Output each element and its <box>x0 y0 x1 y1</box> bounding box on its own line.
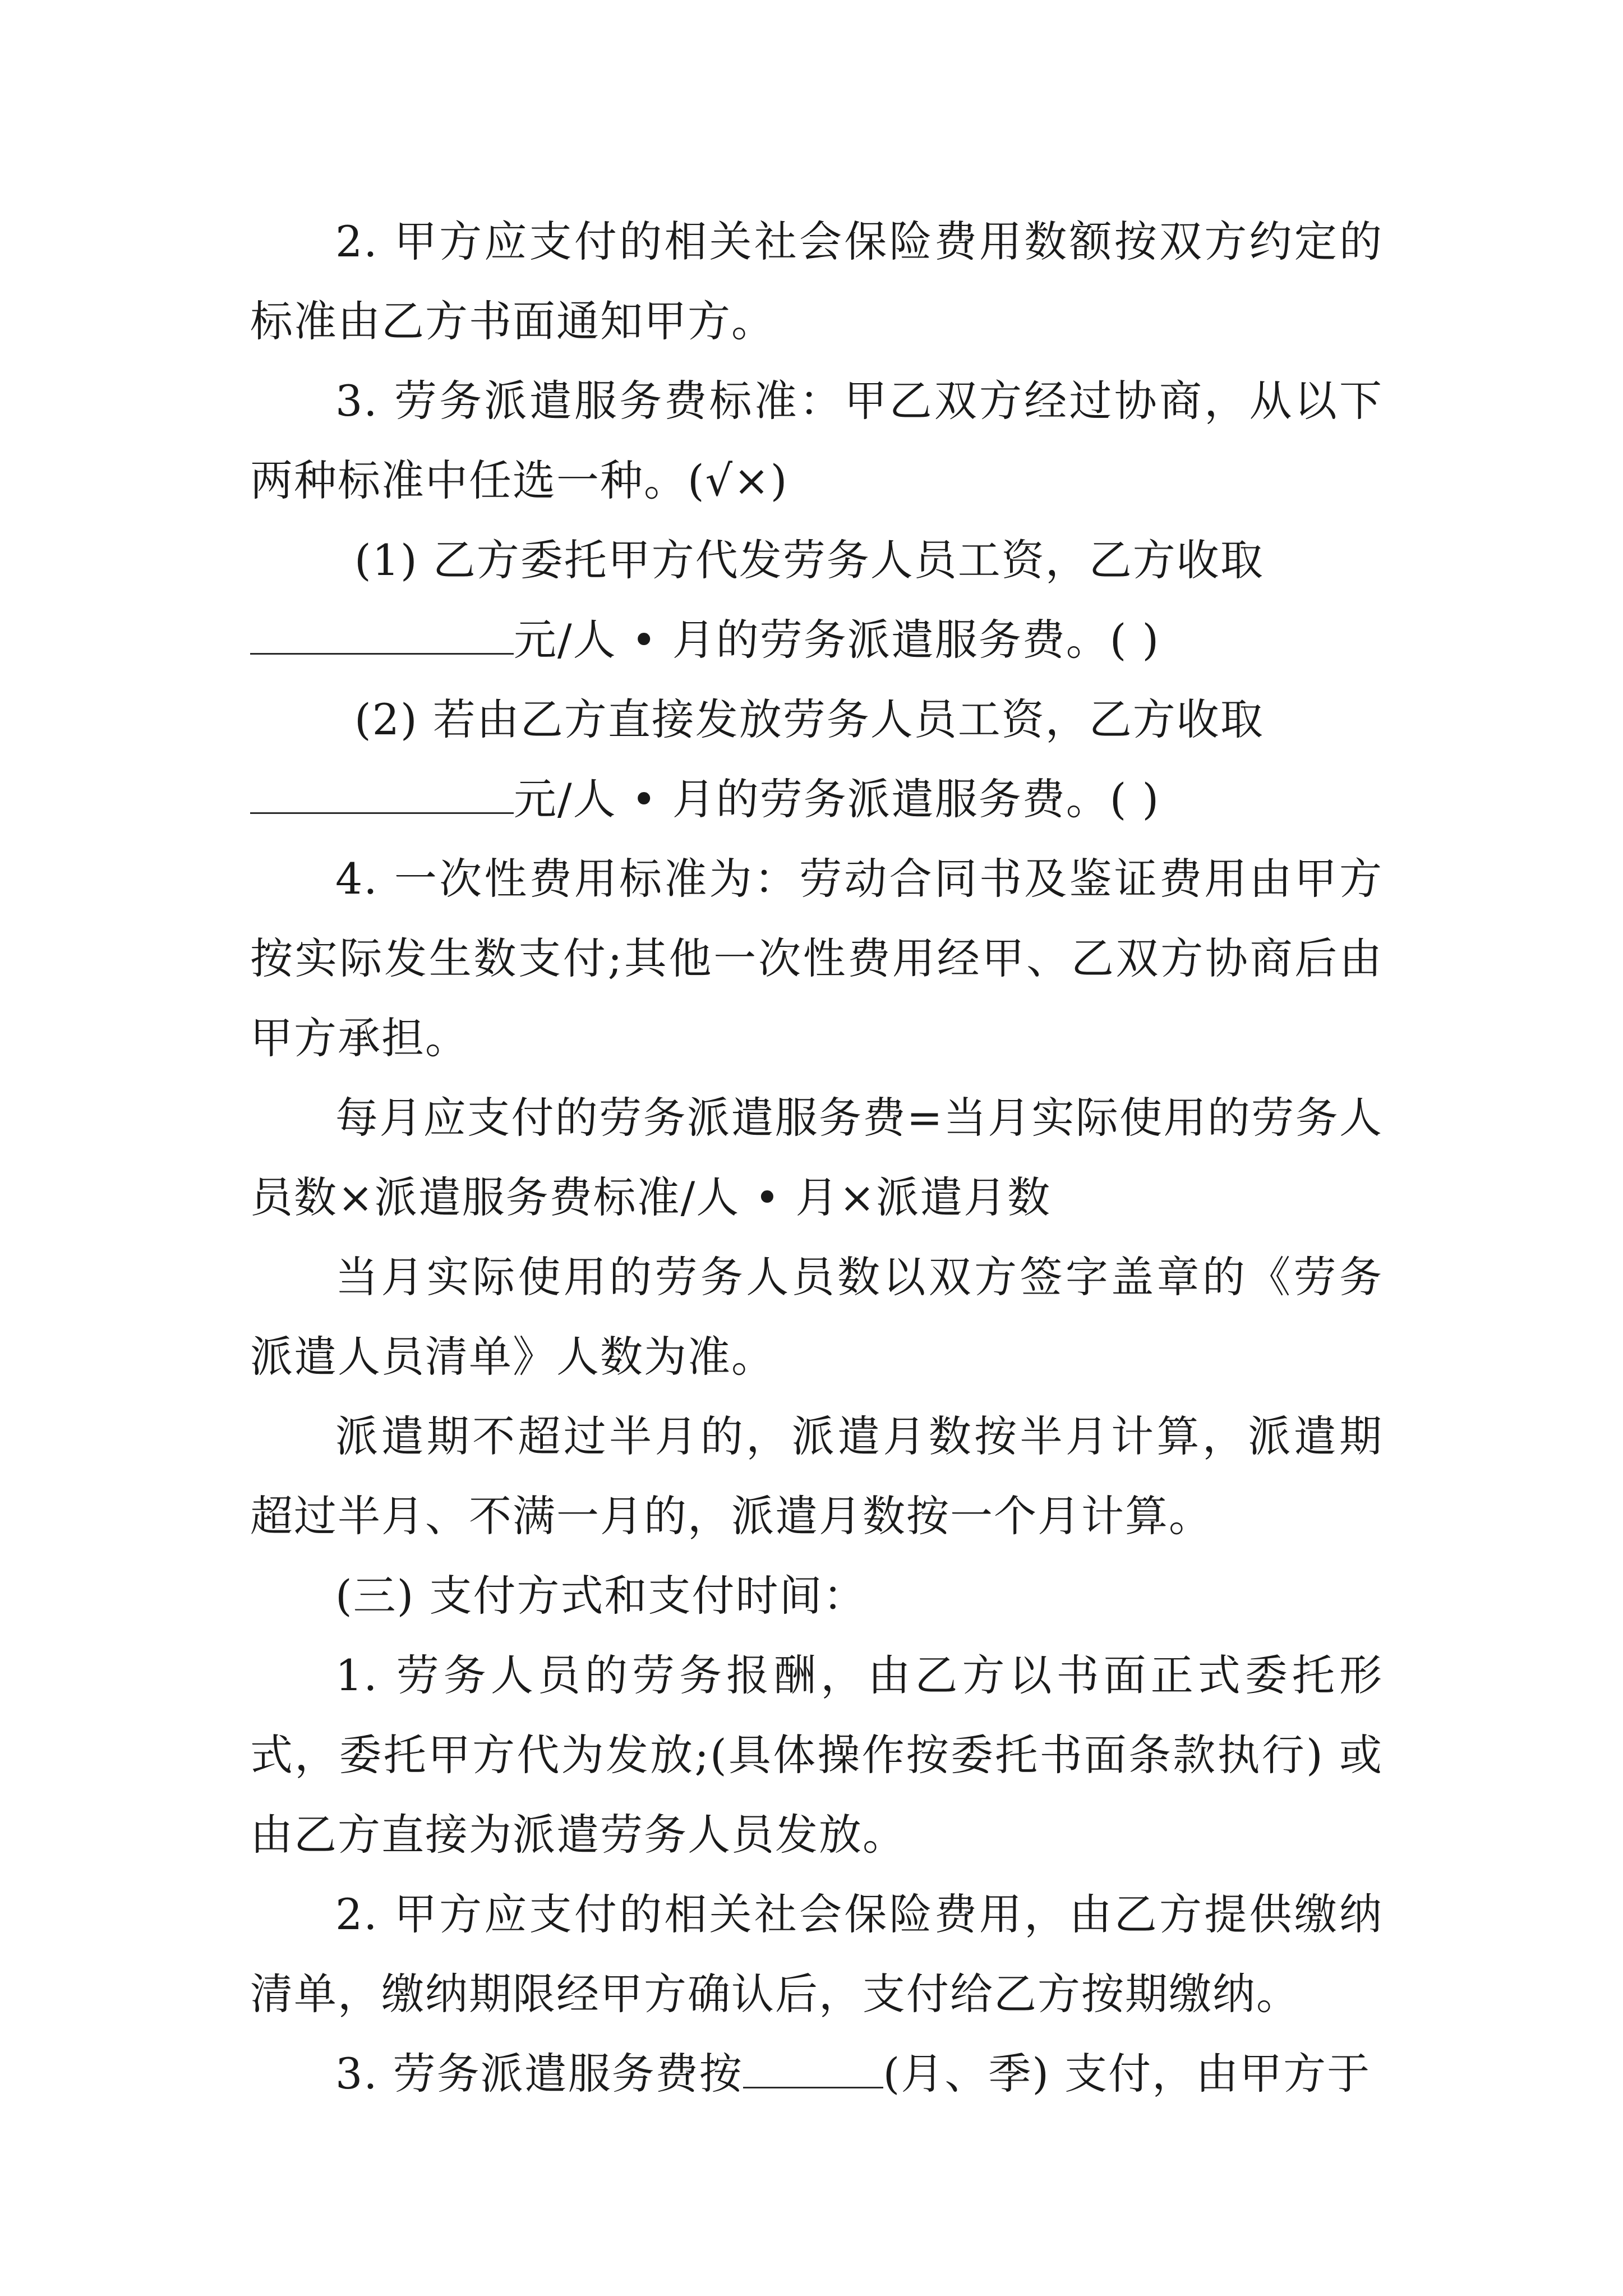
paragraph-remuneration-payment <box>250 1636 1383 1875</box>
paragraph-service-fee-payment <box>250 2034 1383 2114</box>
paragraph-text: 2. 甲方应支付的相关社会保险费用数额按双方约定的标准由乙方书面通知甲方。 <box>250 217 1383 346</box>
paragraph-headcount-basis <box>250 1237 1383 1397</box>
paragraph-text: 3. 劳务派遣服务费按 <box>335 2049 743 2099</box>
paragraph-option-1 <box>250 521 1383 680</box>
paragraph-social-insurance-amount <box>250 202 1383 361</box>
paragraph-text: (1) 乙方委托甲方代发劳务人员工资，乙方收取 <box>354 535 1264 585</box>
paragraph-text: (月、季) 支付，由甲方于 <box>883 2049 1371 2099</box>
paragraph-social-insurance-payment <box>250 1875 1383 2034</box>
paragraph-one-time-fees <box>250 839 1383 1078</box>
paragraph-text: 2. 甲方应支付的相关社会保险费用，由乙方提供缴纳清单，缴纳期限经甲方确认后，支付给乙方按期缴纳。 <box>250 1889 1383 2019</box>
paragraph-dispatch-months <box>250 1397 1383 1556</box>
section-heading-text: (三) 支付方式和支付时间： <box>335 1571 867 1621</box>
paragraph-text: 派遣期不超过半月的，派遣月数按半月计算，派遣期超过半月、不满一月的，派遣月数按一个月计算。 <box>250 1411 1383 1541</box>
paragraph-text: 4. 一次性费用标准为：劳动合同书及鉴证费用由甲方按实际发生数支付;其他一次性费用经甲、乙双方协商后由甲方承担。 <box>250 854 1383 1063</box>
fill-in-blank-option-1[interactable] <box>250 613 514 655</box>
fill-in-blank-option-2[interactable] <box>250 772 514 814</box>
paragraph-text: 元/人 • 月的劳务派遣服务费。( ) <box>514 615 1160 665</box>
paragraph-service-fee-standard <box>250 361 1383 521</box>
document-body <box>250 202 1383 2114</box>
paragraph-option-2 <box>250 680 1383 839</box>
paragraph-text: 元/人 • 月的劳务派遣服务费。( ) <box>514 774 1160 824</box>
paragraph-text: 1. 劳务人员的劳务报酬，由乙方以书面正式委托形式，委托甲方代为发放;(具体操作按委托书面条款执行) 或由乙方直接为派遣劳务人员发放。 <box>250 1650 1383 1860</box>
paragraph-text: 当月实际使用的劳务人员数以双方签字盖章的《劳务派遣人员清单》人数为准。 <box>250 1252 1383 1382</box>
paragraph-text: 3. 劳务派遣服务费标准：甲乙双方经过协商，从以下两种标准中任选一种。(√×) <box>250 376 1383 505</box>
paragraph-text: 每月应支付的劳务派遣服务费=当月实际使用的劳务人员数×派遣服务费标准/人 • 月×派遣月数 <box>250 1093 1383 1222</box>
fill-in-blank-payment-period[interactable] <box>743 2046 883 2088</box>
section-heading-payment <box>250 1556 1383 1636</box>
paragraph-text: (2) 若由乙方直接发放劳务人员工资，乙方收取 <box>354 694 1264 744</box>
paragraph-monthly-fee-formula <box>250 1078 1383 1237</box>
